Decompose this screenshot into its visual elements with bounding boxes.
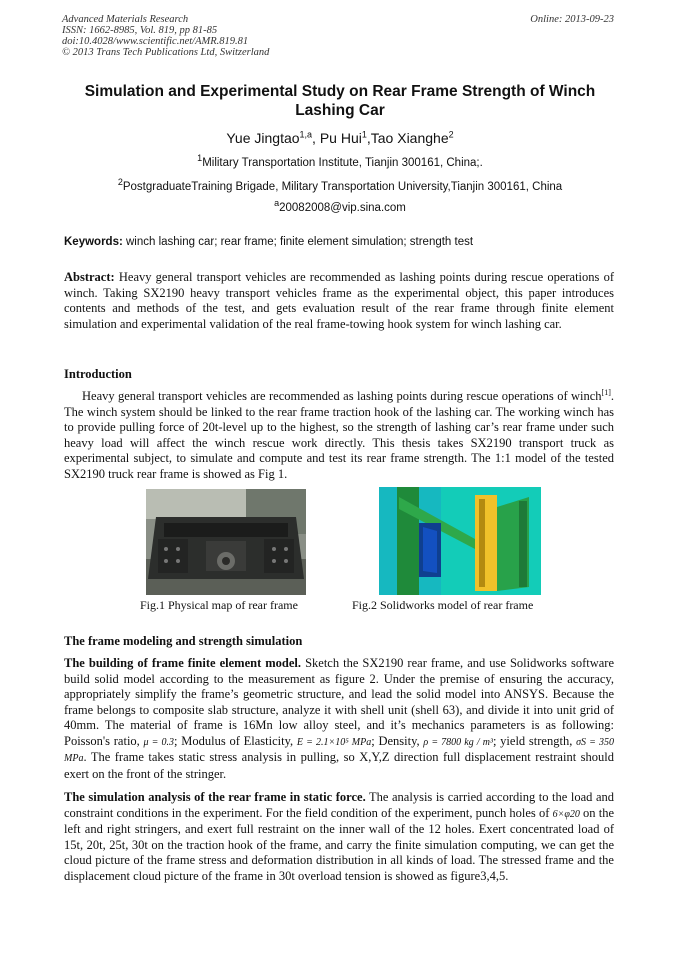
author-email xyxy=(40,198,640,214)
section-heading: The frame modeling and strength simulation xyxy=(64,634,303,648)
online-date: Online: 2013-09-23 xyxy=(530,14,614,25)
affiliation-2 xyxy=(40,177,640,193)
paragraph-text: ; yield strength, xyxy=(492,733,577,748)
email-superscript: a xyxy=(274,198,280,209)
equation-density: ρ = 7800 kg / m³ xyxy=(423,736,493,748)
paragraph-text: ; Density, xyxy=(371,733,424,748)
doi-line: doi:10.4028/www.scientific.net/AMR.819.81 xyxy=(62,36,249,47)
affiliation-1 xyxy=(40,153,640,169)
affiliation-superscript: 2 xyxy=(117,177,123,188)
author-name: Yue Jingtao xyxy=(226,130,300,146)
journal-header xyxy=(62,14,269,58)
rear-frame-photo xyxy=(146,489,306,595)
model-building-paragraph xyxy=(64,656,614,782)
figure-2-model xyxy=(379,487,541,595)
paragraph-lead: The simulation analysis of the rear frame in static force. xyxy=(64,790,366,804)
equation-yield: σS = 350 MPa xyxy=(64,736,614,764)
figure-2-caption: Fig.2 Solidworks model of rear frame xyxy=(352,598,534,612)
static-analysis-paragraph xyxy=(64,790,614,884)
equation-poisson: μ = 0.3 xyxy=(143,736,175,748)
paper-title: Simulation and Experimental Study on Rear Frame Strength of Winch Lashing Car xyxy=(84,83,596,119)
affiliation-text: Military Transportation Institute, Tianjin 300161, China;. xyxy=(202,157,483,169)
email-text: 20082008@vip.sina.com xyxy=(279,202,406,214)
equation-holes: 6×φ20 xyxy=(552,808,580,820)
paragraph-text: The analysis is carried according to the load and constraint conditions in the experiment. For the field condition of the experiment, punch holes of xyxy=(64,790,614,820)
introduction-paragraph xyxy=(64,389,614,482)
affiliation-text: PostgraduateTraining Brigade, Military Transportation University,Tianjin 300161, China xyxy=(122,181,563,193)
author-superscript: 2 xyxy=(448,129,454,140)
paragraph-text: Sketch the SX2190 rear frame, and use Solidworks software build solid model according to the measurement as figure 2. Under the premise of ensuring the accuracy, appropriately simplify the frame’s geometric structure, and lead the solid model into ANSYS. Because the frame belongs to composite slab structure, analyze it with shell unit (shell 63), and divide it into unit grid of 40mm. The material of frame is 16Mn low alloy steel, and it’s mechanics parameters is as following: Poisson's ratio, xyxy=(64,656,614,748)
intro-text: . The winch system should be linked to the rear frame traction hook of the lashing car. The working winch has to provide pulling force of 20t-level up to the highest, so the strength of lashing car’s rear frame under such heavy load will affect the winch rescue work directly. This thesis takes SX2190 transport truck as experimental subject, to simulate and compute and test its rear frame strength. The 1:1 model of the tested SX2190 truck rear frame is showed as Fig 1. xyxy=(64,389,614,481)
author-name: , Pu Hui xyxy=(312,130,362,146)
abstract-label: Abstract: xyxy=(64,270,115,284)
affiliation-superscript: 1 xyxy=(197,153,203,164)
keywords xyxy=(64,236,616,248)
keywords-label: Keywords: xyxy=(64,236,123,248)
solidworks-model xyxy=(379,487,541,595)
paragraph-lead: The building of frame finite element model. xyxy=(64,656,302,670)
keywords-text: winch lashing car; rear frame; finite element simulation; strength test xyxy=(122,236,474,248)
introduction-heading: Introduction xyxy=(64,367,132,381)
author-superscript: 1,a xyxy=(299,129,313,140)
paragraph-text: . The frame takes static stress analysis in pulling, so X,Y,Z direction full displacement restraint should exert on the front of the stringer. xyxy=(64,750,614,781)
issn-line: ISSN: 1662-8985, Vol. 819, pp 81-85 xyxy=(62,25,218,36)
equation-modulus: E = 2.1×10⁵ MPa xyxy=(296,736,372,748)
author-superscript: 1 xyxy=(361,129,367,140)
copyright-line: © 2013 Trans Tech Publications Ltd, Switzerland xyxy=(62,47,270,58)
figure-1-caption: Fig.1 Physical map of rear frame xyxy=(140,598,298,612)
abstract-text: Heavy general transport vehicles are recommended as lashing points during rescue operations of winch. Taking SX2190 heavy transport vehicles frame as the experimental object, this paper introduces contents and methods of the test, and gets evaluation result of the rear frame through finite element simulation and experimental validation of the real frame-towing hook system for winch lashing car. xyxy=(64,270,614,331)
abstract xyxy=(64,270,614,332)
paragraph-text: on the left and right stringers, and exert full restraint on the inner wall of the 12 holes. Exert concentrated load of 15t, 20t, 25t, 30t on the traction hook of the frame, and carry the finite simulation computing, we can get the cloud picture of the frame stress and deformation distribution in all kinds of load. The stressed frame and the displacement cloud picture of the frame in 30t overload tension is showed as figure3,4,5. xyxy=(64,805,614,883)
figure-1-photo xyxy=(146,489,306,595)
intro-text: Heavy general transport vehicles are recommended as lashing points during rescue operations of winch xyxy=(82,389,602,403)
paragraph-text: ; Modulus of Elasticity, xyxy=(174,733,297,748)
author-name: ,Tao Xianghe xyxy=(366,130,449,146)
citation: [1] xyxy=(601,387,611,397)
journal-name: Advanced Materials Research xyxy=(62,14,189,25)
author-line xyxy=(62,130,618,146)
